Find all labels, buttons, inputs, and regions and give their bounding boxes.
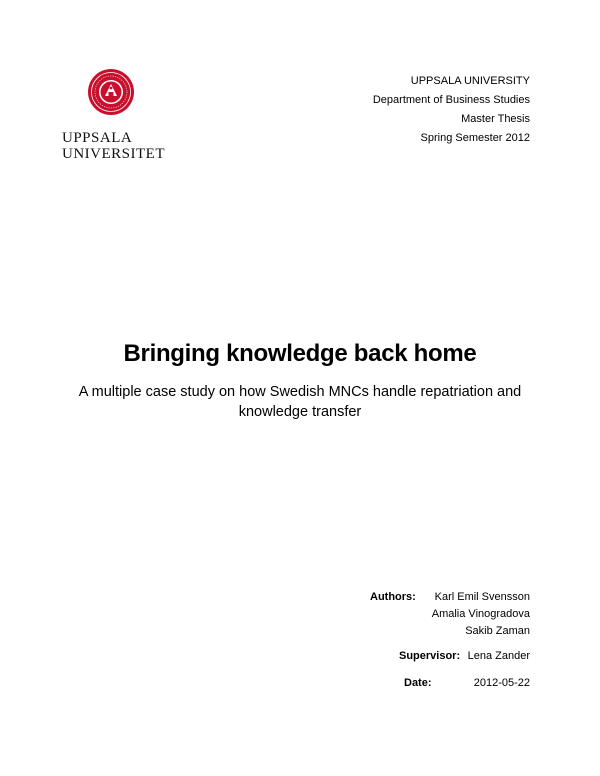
- document-subtitle: A multiple case study on how Swedish MNCs handle repatriation and knowledge transfer: [78, 384, 522, 420]
- semester: Spring Semester 2012: [420, 132, 530, 144]
- department-name: Department of Business Studies: [372, 94, 530, 106]
- supervisor-name: Lena Zander: [467, 650, 530, 662]
- institution-block: [373, 72, 530, 148]
- university-name: UPPSALA UNIVERSITY: [410, 75, 530, 87]
- supervisor-label: Supervisor:: [399, 650, 461, 662]
- logo-text-universitet: UNIVERSITET: [62, 146, 165, 162]
- author-3: Sakib Zaman: [465, 625, 530, 637]
- author-1: Karl Emil Svensson: [434, 591, 530, 603]
- authors-label: Authors:: [370, 591, 416, 603]
- thesis-type: Master Thesis: [461, 113, 530, 125]
- date-value: 2012-05-22: [473, 677, 530, 689]
- document-title: Bringing knowledge back home: [123, 340, 477, 367]
- university-seal-icon: [87, 68, 135, 116]
- date-label: Date:: [404, 677, 432, 689]
- author-2: Amalia Vinogradova: [431, 608, 530, 620]
- logo-text-uppsala: UPPSALA: [62, 130, 133, 146]
